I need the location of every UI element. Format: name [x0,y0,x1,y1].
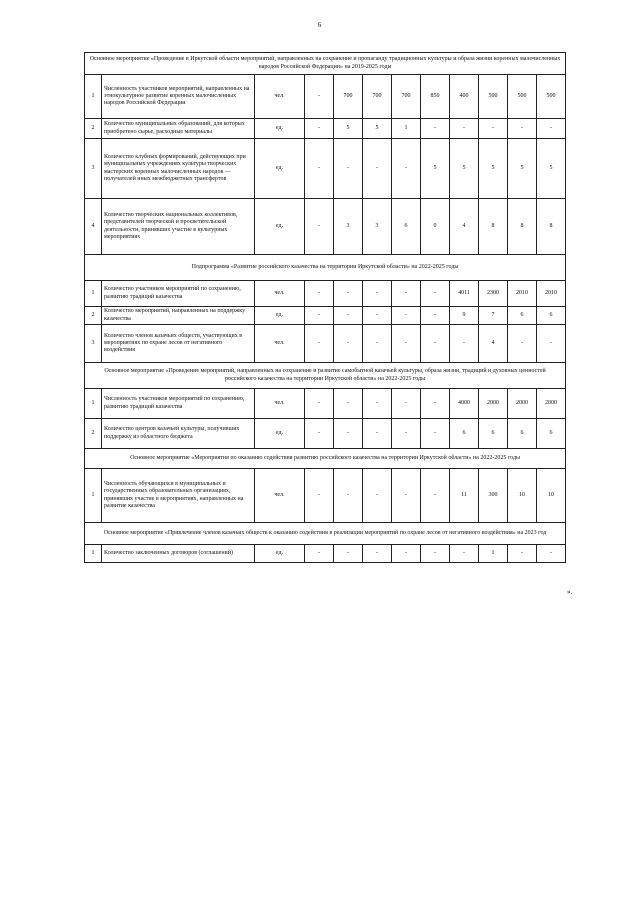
value-cell: - [392,389,421,419]
value-cell: - [508,119,537,139]
indicator-name: Количество мероприятий, направленных на поддержку казачества [102,307,255,325]
value-cell: 2000 [537,389,566,419]
value-cell: 4 [450,199,479,255]
value-cell: - [421,119,450,139]
value-cell: 2000 [479,389,508,419]
unit-cell: чел. [255,325,305,363]
value-cell: 6 [508,307,537,325]
value-cell: 700 [363,75,392,119]
value-cell: 700 [392,75,421,119]
value-cell: 5 [479,139,508,199]
value-cell: - [450,119,479,139]
value-cell: 6 [537,419,566,449]
value-cell: - [537,545,566,563]
value-cell: - [305,419,334,449]
row-number: 1 [85,545,102,563]
value-cell: 9 [450,307,479,325]
value-cell: 850 [421,75,450,119]
value-cell: 5 [421,139,450,199]
value-cell: 8 [537,199,566,255]
value-cell: - [363,325,392,363]
value-cell: - [305,119,334,139]
section-header-text: Основное мероприятие «Проведение в Иркутской области мероприятий, направленных на сохранение и пропаганду традиционных культуры и образа жизни коренных малочисленных народов Российской Федерации» на 2019-2025 годы [85,53,566,75]
value-cell: 4000 [450,389,479,419]
value-cell: - [305,545,334,563]
value-cell: - [450,545,479,563]
value-cell: - [305,325,334,363]
value-cell: - [334,139,363,199]
value-cell: - [334,389,363,419]
value-cell: 10 [537,469,566,523]
value-cell: - [392,307,421,325]
value-cell: 11 [450,469,479,523]
value-cell: - [305,139,334,199]
row-number: 1 [85,389,102,419]
value-cell: 500 [479,75,508,119]
value-cell: - [363,139,392,199]
indicator-name: Количество членов казачьих обществ, участвующих в мероприятиях по охране лесов от негативного воздействия [102,325,255,363]
section-header-row [85,523,566,545]
value-cell: 3 [363,199,392,255]
value-cell: - [392,419,421,449]
row-number: 2 [85,307,102,325]
value-cell: - [450,325,479,363]
value-cell: 6 [450,419,479,449]
section-header-row [85,449,566,469]
value-cell: 5 [508,139,537,199]
value-cell: 1 [392,119,421,139]
value-cell: - [363,389,392,419]
indicator-name: Численность участников мероприятий, направленных на этнокультурное развитие коренных малочисленных народов Российской Федерации [102,75,255,119]
indicator-name: Количество участников мероприятий по сохранению, развитию традиций казачества [102,281,255,307]
indicators-table [84,52,566,563]
value-cell: - [305,469,334,523]
value-cell: - [421,545,450,563]
table-row [85,199,566,255]
indicator-name: Количество творческих национальных коллективов, представителей творческой и просветительской деятельности, принявших участие в культурных мероприятиях [102,199,255,255]
value-cell: - [421,281,450,307]
value-cell: - [334,545,363,563]
value-cell: - [421,419,450,449]
value-cell: 8 [508,199,537,255]
value-cell: - [392,545,421,563]
unit-cell: ед. [255,545,305,563]
table-row [85,307,566,325]
unit-cell: чел. [255,469,305,523]
table-row [85,119,566,139]
table-row [85,325,566,363]
value-cell: - [334,469,363,523]
value-cell: 2300 [479,281,508,307]
unit-cell: ед. [255,139,305,199]
table-row [85,545,566,563]
value-cell: 500 [537,75,566,119]
value-cell: - [334,419,363,449]
value-cell: 6 [537,307,566,325]
value-cell: 5 [450,139,479,199]
value-cell: 2010 [508,281,537,307]
indicator-name: Количество муниципальных образований, для которых приобретено сырье, расходные материалы [102,119,255,139]
row-number: 3 [85,139,102,199]
row-number: 2 [85,419,102,449]
value-cell: - [421,389,450,419]
value-cell: - [305,75,334,119]
value-cell: - [334,325,363,363]
value-cell: 5 [537,139,566,199]
value-cell: - [392,469,421,523]
table-row [85,419,566,449]
row-number: 1 [85,469,102,523]
value-cell: 4011 [450,281,479,307]
value-cell: - [305,281,334,307]
value-cell: 0 [421,199,450,255]
value-cell: 300 [479,469,508,523]
unit-cell: ед. [255,307,305,325]
value-cell: - [334,281,363,307]
row-number: 2 [85,119,102,139]
value-cell: - [363,307,392,325]
value-cell: 6 [479,419,508,449]
indicator-name: Количество заключенных договоров (соглашений) [102,545,255,563]
value-cell: - [421,307,450,325]
section-header-row [85,53,566,75]
table-row [85,389,566,419]
value-cell: - [508,325,537,363]
value-cell: - [537,325,566,363]
value-cell: 5 [363,119,392,139]
row-number: 1 [85,281,102,307]
end-mark: ». [567,588,573,596]
table-row [85,469,566,523]
value-cell: - [421,469,450,523]
value-cell: - [421,325,450,363]
value-cell: - [479,119,508,139]
indicator-name: Численность участников мероприятий по сохранению, развитию традиций казачества [102,389,255,419]
value-cell: - [334,307,363,325]
value-cell: - [508,545,537,563]
value-cell: 3 [334,199,363,255]
page-number: 6 [317,21,322,29]
value-cell: 2010 [537,281,566,307]
value-cell: 2000 [508,389,537,419]
row-number: 3 [85,325,102,363]
value-cell: - [363,545,392,563]
value-cell: - [363,419,392,449]
section-header-row [85,363,566,389]
table-row [85,75,566,119]
row-number: 4 [85,199,102,255]
value-cell: 8 [479,199,508,255]
value-cell: 4 [479,325,508,363]
value-cell: 6 [508,419,537,449]
value-cell: 6 [392,199,421,255]
value-cell: 700 [334,75,363,119]
value-cell: - [392,325,421,363]
section-header-text: Основное мероприятие «Мероприятия по оказанию содействия развитию российского казачества на территории Иркутской области» на 2022-2025 годы [85,449,566,469]
unit-cell: чел. [255,75,305,119]
value-cell: - [363,469,392,523]
value-cell: 5 [334,119,363,139]
section-header-text: Подпрограмма «Развитие российского казачества на территории Иркутской области» на 2022-2025 годы [85,255,566,281]
value-cell: - [392,281,421,307]
section-header-text: Основное мероприятие «Проведение мероприятий, направленных на сохранение и развитие самобытной казачьей культуры, образа жизни, традиций и духовных ценностей российского казачества на территории Иркутской области» на 2022-2025 годы [85,363,566,389]
unit-cell: ед. [255,419,305,449]
unit-cell: чел. [255,281,305,307]
indicator-name: Численность обучающихся в муниципальных и государственных образовательных организациях, принявших участие в мероприятиях, направленных на развитие казачества [102,469,255,523]
unit-cell: ед. [255,119,305,139]
value-cell: - [392,139,421,199]
value-cell: 400 [450,75,479,119]
value-cell: - [305,389,334,419]
indicator-name: Количество клубных формирований, действующих при муниципальных учреждениях культуры творческих мастерских коренных малочисленных народов — получателей иных межбюджетных трансфертов [102,139,255,199]
value-cell: - [305,199,334,255]
indicator-name: Количество центров казачьей культуры, получивших поддержку из областного бюджета [102,419,255,449]
row-number: 1 [85,75,102,119]
value-cell: 500 [508,75,537,119]
section-header-text: Основное мероприятие «Привлечение членов казачьих обществ к оказанию содействия в реализации мероприятий по охране лесов от негативного воздействия» на 2023 год [85,523,566,545]
value-cell: - [305,307,334,325]
value-cell: - [537,119,566,139]
value-cell: - [363,281,392,307]
unit-cell: чел. [255,389,305,419]
value-cell: 1 [479,545,508,563]
value-cell: 10 [508,469,537,523]
unit-cell: ед. [255,199,305,255]
table-row [85,281,566,307]
section-header-row [85,255,566,281]
value-cell: 7 [479,307,508,325]
table-row [85,139,566,199]
